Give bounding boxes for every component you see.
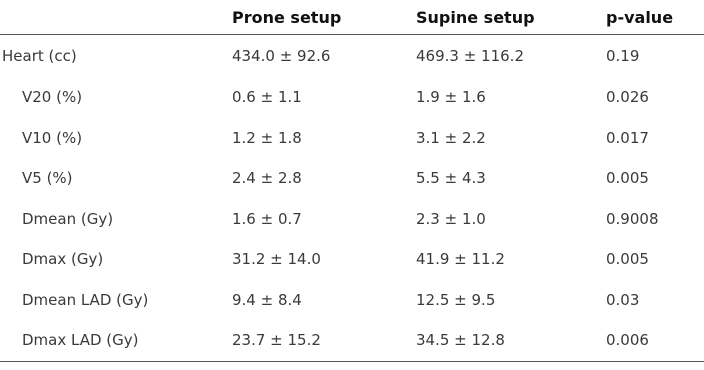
supine-value: 34.5 ± 12.8 bbox=[416, 320, 606, 361]
table-row bbox=[0, 77, 704, 118]
supine-value: 469.3 ± 116.2 bbox=[416, 47, 524, 65]
prone-value: 2.4 ± 2.8 bbox=[232, 169, 302, 188]
p-value: 0.19 bbox=[606, 47, 640, 65]
supine-value: 41.9 ± 11.2 bbox=[416, 250, 505, 269]
row-label: Dmax (Gy) bbox=[22, 250, 104, 269]
prone-value: 23.7 ± 15.2 bbox=[232, 320, 416, 361]
row-label: Dmax LAD (Gy) bbox=[0, 320, 232, 361]
row-label: V20 (%) bbox=[22, 88, 83, 107]
supine-value: 5.5 ± 4.3 bbox=[416, 169, 486, 188]
supine-value: 12.5 ± 9.5 bbox=[416, 290, 496, 309]
p-value: 0.03 bbox=[606, 290, 640, 309]
p-value: 0.005 bbox=[606, 250, 649, 269]
row-label: V10 (%) bbox=[22, 128, 83, 147]
header-supine-setup: Supine setup bbox=[416, 0, 606, 35]
row-label: Heart (cc) bbox=[2, 47, 77, 65]
row-label: Dmean (Gy) bbox=[22, 209, 114, 228]
p-value: 0.017 bbox=[606, 128, 649, 147]
header-label-column bbox=[0, 0, 232, 35]
p-value: 0.006 bbox=[606, 320, 704, 361]
table-row bbox=[0, 35, 704, 78]
prone-value: 1.6 ± 0.7 bbox=[232, 209, 302, 228]
prone-value: 434.0 ± 92.6 bbox=[232, 47, 331, 65]
row-label: Dmean LAD (Gy) bbox=[22, 290, 149, 309]
prone-value: 9.4 ± 8.4 bbox=[232, 290, 302, 309]
header-row bbox=[0, 0, 704, 35]
row-label: V5 (%) bbox=[22, 169, 73, 188]
p-value: 0.026 bbox=[606, 88, 649, 107]
prone-value: 31.2 ± 14.0 bbox=[232, 250, 321, 269]
table-row bbox=[0, 118, 704, 159]
header-p-value: p-value bbox=[606, 0, 704, 35]
header-prone-setup: Prone setup bbox=[232, 0, 416, 35]
prone-value: 0.6 ± 1.1 bbox=[232, 88, 302, 107]
supine-value: 3.1 ± 2.2 bbox=[416, 128, 486, 147]
supine-value: 2.3 ± 1.0 bbox=[416, 209, 486, 228]
p-value: 0.9008 bbox=[606, 209, 659, 228]
prone-value: 1.2 ± 1.8 bbox=[232, 128, 302, 147]
table-header bbox=[0, 0, 704, 35]
table-row bbox=[0, 158, 704, 199]
table-row bbox=[0, 280, 704, 321]
table-row bbox=[0, 320, 704, 361]
table-row bbox=[0, 239, 704, 280]
supine-value: 1.9 ± 1.6 bbox=[416, 88, 486, 107]
table-body bbox=[0, 35, 704, 362]
p-value: 0.005 bbox=[606, 169, 649, 188]
table-row bbox=[0, 199, 704, 240]
